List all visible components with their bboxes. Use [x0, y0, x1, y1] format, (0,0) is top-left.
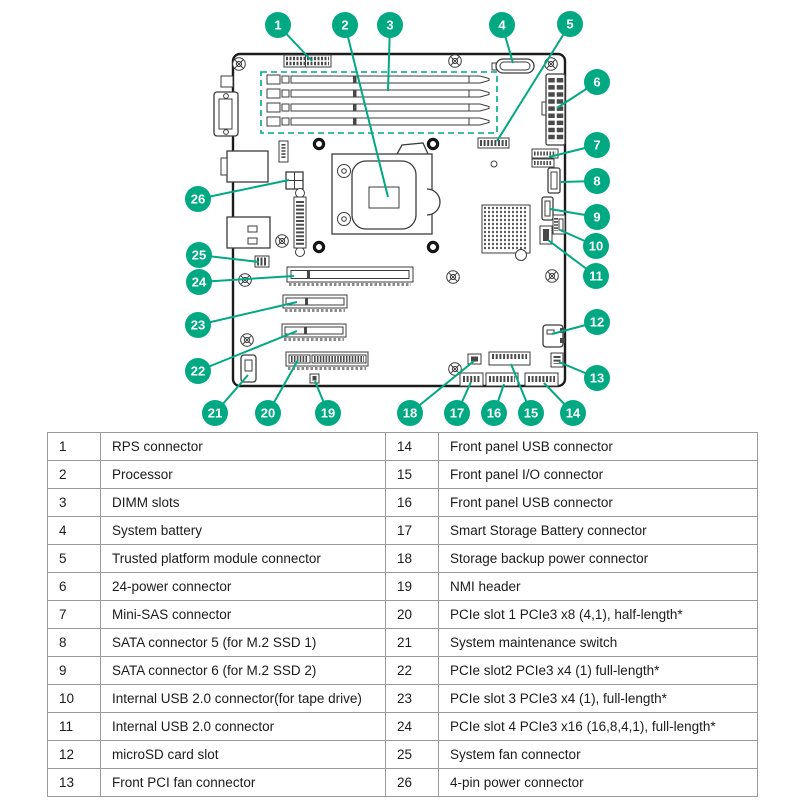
callout-25 — [186, 242, 212, 268]
table-row — [48, 769, 758, 797]
legend-desc-cell: Processor — [101, 461, 386, 489]
fp-usb-connector-16-drawing — [486, 373, 518, 386]
storage-backup-power-drawing — [468, 354, 481, 364]
callout-23 — [185, 312, 211, 338]
legend-num-cell: 21 — [386, 629, 439, 657]
legend-num-cell: 18 — [386, 545, 439, 573]
legend-num-cell: 3 — [48, 489, 101, 517]
rear-io-notch — [221, 76, 233, 87]
legend-num-cell: 11 — [48, 713, 101, 741]
svg-text:22: 22 — [190, 363, 206, 379]
fp-io-connector-drawing — [489, 352, 530, 365]
legend-num-cell: 26 — [386, 769, 439, 797]
legend-num-cell: 24 — [386, 713, 439, 741]
fiducial-mark — [491, 161, 497, 167]
callout-7 — [584, 132, 610, 158]
legend-desc-cell: microSD card slot — [101, 741, 386, 769]
callout-6 — [584, 69, 610, 95]
legend-num-cell: 13 — [48, 769, 101, 797]
svg-text:13: 13 — [589, 370, 605, 386]
callout-16 — [481, 400, 507, 426]
legend-desc-cell: SATA connector 5 (for M.2 SSD 1) — [101, 629, 386, 657]
legend-desc-cell: PCIe slot 1 PCIe3 x8 (4,1), half-length* — [439, 601, 758, 629]
smart-storage-battery-drawing — [460, 373, 483, 386]
callout-9 — [584, 204, 610, 230]
callout-8 — [584, 168, 610, 194]
legend-num-cell: 22 — [386, 657, 439, 685]
svg-text:20: 20 — [260, 405, 276, 421]
svg-text:6: 6 — [593, 74, 601, 90]
pcie-slot2-drawing — [282, 324, 346, 340]
svg-text:19: 19 — [320, 405, 336, 421]
legend-desc-cell: PCIe slot 4 PCIe3 x16 (16,8,4,1), full-length* — [439, 713, 758, 741]
legend-desc-cell: DIMM slots — [101, 489, 386, 517]
callout-21 — [202, 400, 228, 426]
legend-num-cell: 17 — [386, 517, 439, 545]
maintenance-switch-drawing — [241, 355, 256, 382]
callout-3 — [377, 12, 403, 38]
microsd-slot-drawing — [543, 325, 565, 347]
tpm-connector-drawing — [478, 138, 509, 148]
legend-num-cell: 23 — [386, 685, 439, 713]
legend-desc-cell: System maintenance switch — [439, 629, 758, 657]
pci-fan-connector-drawing — [551, 353, 563, 367]
callout-26 — [185, 186, 211, 212]
svg-text:12: 12 — [589, 314, 605, 330]
table-row — [48, 685, 758, 713]
vga-port-drawing — [214, 92, 238, 136]
legend-desc-cell: Internal USB 2.0 connector — [101, 713, 386, 741]
legend-num-cell: 25 — [386, 741, 439, 769]
nic-port-drawing — [227, 217, 270, 248]
callout-24 — [186, 269, 212, 295]
svg-text:14: 14 — [565, 405, 581, 421]
svg-text:5: 5 — [566, 16, 574, 32]
svg-text:16: 16 — [486, 405, 502, 421]
callout-22 — [185, 358, 211, 384]
table-row — [48, 545, 758, 573]
svg-text:15: 15 — [523, 405, 539, 421]
callout-20 — [255, 400, 281, 426]
legend-desc-cell: Mini-SAS connector — [101, 601, 386, 629]
callout-13 — [584, 365, 610, 391]
legend-num-cell: 12 — [48, 741, 101, 769]
table-row — [48, 657, 758, 685]
legend-desc-cell: Front panel I/O connector — [439, 461, 758, 489]
table-row — [48, 517, 758, 545]
callout-19 — [315, 400, 341, 426]
svg-text:1: 1 — [274, 17, 282, 33]
callout-14 — [560, 400, 586, 426]
table-row — [48, 489, 758, 517]
svg-text:8: 8 — [593, 173, 601, 189]
callout-17 — [444, 400, 470, 426]
legend-desc-cell: System fan connector — [439, 741, 758, 769]
legend-num-cell: 19 — [386, 573, 439, 601]
legend-num-cell: 16 — [386, 489, 439, 517]
usb-stack-port-drawing — [221, 151, 268, 182]
svg-text:24: 24 — [191, 274, 207, 290]
legend-num-cell: 10 — [48, 685, 101, 713]
table-row — [48, 461, 758, 489]
mini-sas-connector-drawing — [532, 149, 558, 167]
table-row — [48, 601, 758, 629]
legend-num-cell: 5 — [48, 545, 101, 573]
legend-desc-cell: Internal USB 2.0 connector(for tape drive) — [101, 685, 386, 713]
callout-18 — [397, 400, 423, 426]
legend-desc-cell: 24-power connector — [101, 573, 386, 601]
legend-num-cell: 2 — [48, 461, 101, 489]
svg-text:26: 26 — [190, 191, 206, 207]
legend-desc-cell: PCIe slot 3 PCIe3 x4 (1), full-length* — [439, 685, 758, 713]
legend-num-cell: 6 — [48, 573, 101, 601]
legend-desc-cell: SATA connector 6 (for M.2 SSD 2) — [101, 657, 386, 685]
table-row — [48, 433, 758, 461]
svg-text:17: 17 — [449, 405, 465, 421]
legend-desc-cell: NMI header — [439, 573, 758, 601]
pcie-slot4-drawing — [287, 267, 413, 285]
vertical-header-drawing — [279, 141, 288, 162]
legend-desc-cell: Storage backup power connector — [439, 545, 758, 573]
table-row — [48, 713, 758, 741]
legend-num-cell: 14 — [386, 433, 439, 461]
table-row — [48, 629, 758, 657]
atx-24pin-connector-drawing — [542, 74, 565, 145]
legend-num-cell: 7 — [48, 601, 101, 629]
legend-desc-cell: Front panel USB connector — [439, 433, 758, 461]
svg-text:10: 10 — [588, 238, 604, 254]
legend-desc-cell: PCIe slot2 PCIe3 x4 (1) full-length* — [439, 657, 758, 685]
legend-desc-cell: Trusted platform module connector — [101, 545, 386, 573]
legend-desc-cell: Front panel USB connector — [439, 489, 758, 517]
table-row — [48, 741, 758, 769]
legend-desc-cell: RPS connector — [101, 433, 386, 461]
svg-text:3: 3 — [386, 17, 394, 33]
legend-num-cell: 20 — [386, 601, 439, 629]
legend-num-cell: 15 — [386, 461, 439, 489]
svg-text:18: 18 — [402, 405, 418, 421]
callout-2 — [332, 12, 358, 38]
legend-desc-cell: System battery — [101, 517, 386, 545]
legend-num-cell: 9 — [48, 657, 101, 685]
callout-15 — [518, 400, 544, 426]
callout-1 — [265, 12, 291, 38]
svg-text:11: 11 — [589, 268, 603, 284]
table-row — [48, 573, 758, 601]
component-legend-table — [47, 432, 758, 797]
legend-desc-cell: Smart Storage Battery connector — [439, 517, 758, 545]
callout-5 — [557, 11, 583, 37]
svg-text:9: 9 — [593, 209, 601, 225]
svg-text:25: 25 — [191, 247, 207, 263]
fp-usb-connector-14-drawing — [525, 373, 558, 386]
legend-num-cell: 4 — [48, 517, 101, 545]
callout-11 — [583, 263, 609, 289]
legend-num-cell: 8 — [48, 629, 101, 657]
legend-desc-cell: Front PCI fan connector — [101, 769, 386, 797]
svg-text:7: 7 — [593, 137, 601, 153]
svg-text:4: 4 — [498, 17, 506, 33]
svg-text:23: 23 — [190, 317, 206, 333]
internal-vertical-connector-drawing — [294, 189, 306, 257]
legend-desc-cell: 4-pin power connector — [439, 769, 758, 797]
pch-heatsink-drawing — [482, 205, 530, 261]
legend-num-cell: 1 — [48, 433, 101, 461]
sata5-connector-drawing — [548, 168, 560, 193]
callout-4 — [489, 12, 515, 38]
callout-12 — [584, 309, 610, 335]
svg-text:21: 21 — [207, 405, 223, 421]
svg-text:2: 2 — [341, 17, 349, 33]
callout-10 — [583, 233, 609, 259]
